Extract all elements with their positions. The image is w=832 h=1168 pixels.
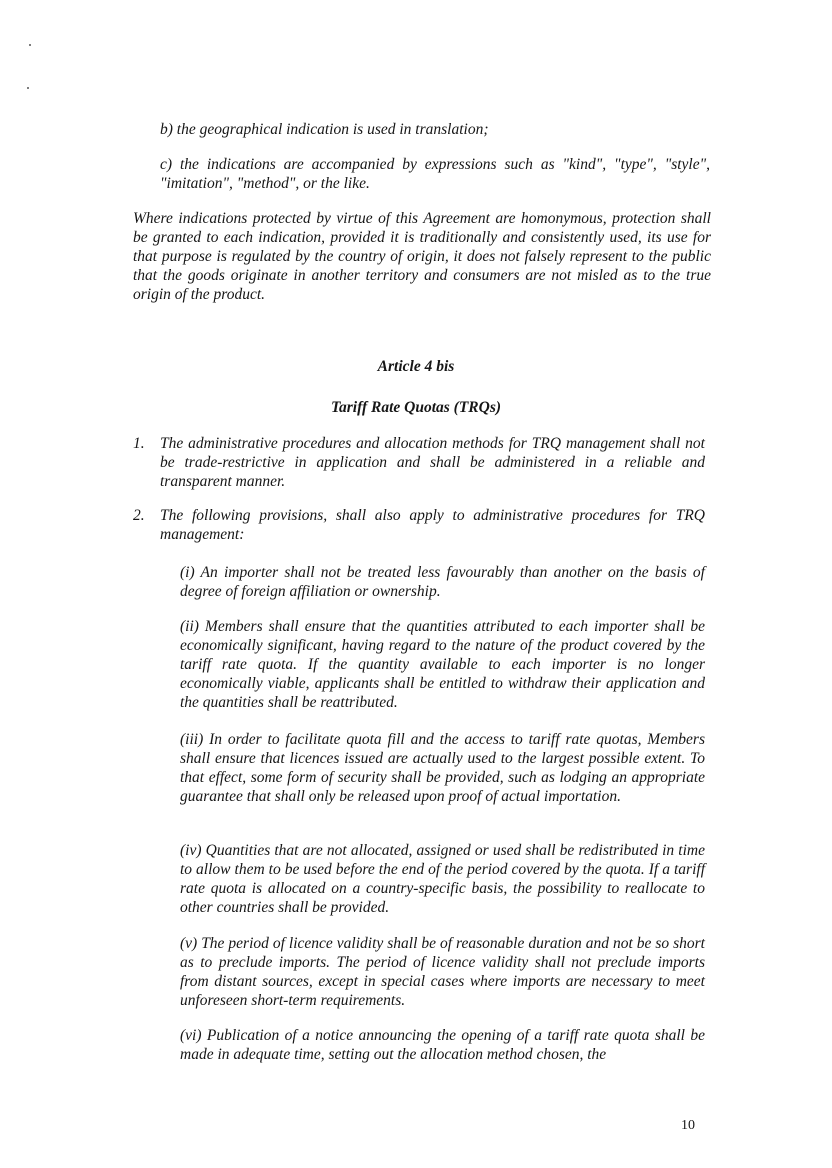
provision-i: (i) An importer shall not be treated less favourably than another on the basis of degree of foreign affiliation or ownership. (180, 564, 705, 600)
scan-speck (27, 87, 29, 89)
provision-ii: (ii) Members shall ensure that the quantities attributed to each importer shall be economically significant, having regard to the nature of the product covered by the tariff rate quota. If the quantity available to each importer is no longer economically viable, applicants shall be entitled to withdraw their application and the quantities shall be reattributed. (180, 618, 705, 711)
item-1-text: The administrative procedures and allocation methods for TRQ management shall not be trade-restrictive in application and shall be administered in a reliable and transparent manner. (160, 435, 705, 490)
article-subheading: Tariff Rate Quotas (TRQs) (330, 399, 502, 416)
provision-iii: (iii) In order to facilitate quota fill and the access to tariff rate quotas, Members shall ensure that licences issued are actually used to the largest possible extent. To that effect, some form of security shall be provided, such as lodging an appropriate guarantee that shall only be released upon proof of actual importation. (180, 731, 705, 805)
article-heading: Article 4 bis (377, 358, 455, 375)
item-2-text: The following provisions, shall also apply to administrative procedures for TRQ management: (160, 507, 705, 543)
page-number: 10 (681, 1118, 695, 1133)
item-1-number: 1. (133, 435, 145, 452)
item-c-text: c) the indications are accompanied by expressions such as "kind", "type", "style", "imitation", "method", or the like. (160, 156, 710, 192)
provision-iv: (iv) Quantities that are not allocated, assigned or used shall be redistributed in time to allow them to be used before the end of the period covered by the quota. If a tariff rate quota is allocated on a country-specific basis, the possibility to reallocate to other countries shall be provided. (180, 842, 705, 916)
item-b-text: b) the geographical indication is used in translation; (160, 121, 489, 138)
scan-speck (29, 44, 31, 46)
provision-v: (v) The period of licence validity shall be of reasonable duration and not be so short as to preclude imports. The period of licence validity shall not preclude imports from distant sources, except in special cases where imports are necessary to meet unforeseen short-term requirements. (180, 935, 705, 1009)
provision-vi: (vi) Publication of a notice announcing the opening of a tariff rate quota shall be made in adequate time, setting out the allocation method chosen, the (180, 1027, 705, 1063)
homonymous-paragraph: Where indications protected by virtue of this Agreement are homonymous, protection shall be granted to each indication, provided it is traditionally and consistently used, its use for that purpose is regulated by the country of origin, it does not falsely represent to the public that the goods originate in another territory and consumers are not misled as to the true origin of the product. (133, 210, 711, 303)
item-2-number: 2. (133, 507, 145, 524)
